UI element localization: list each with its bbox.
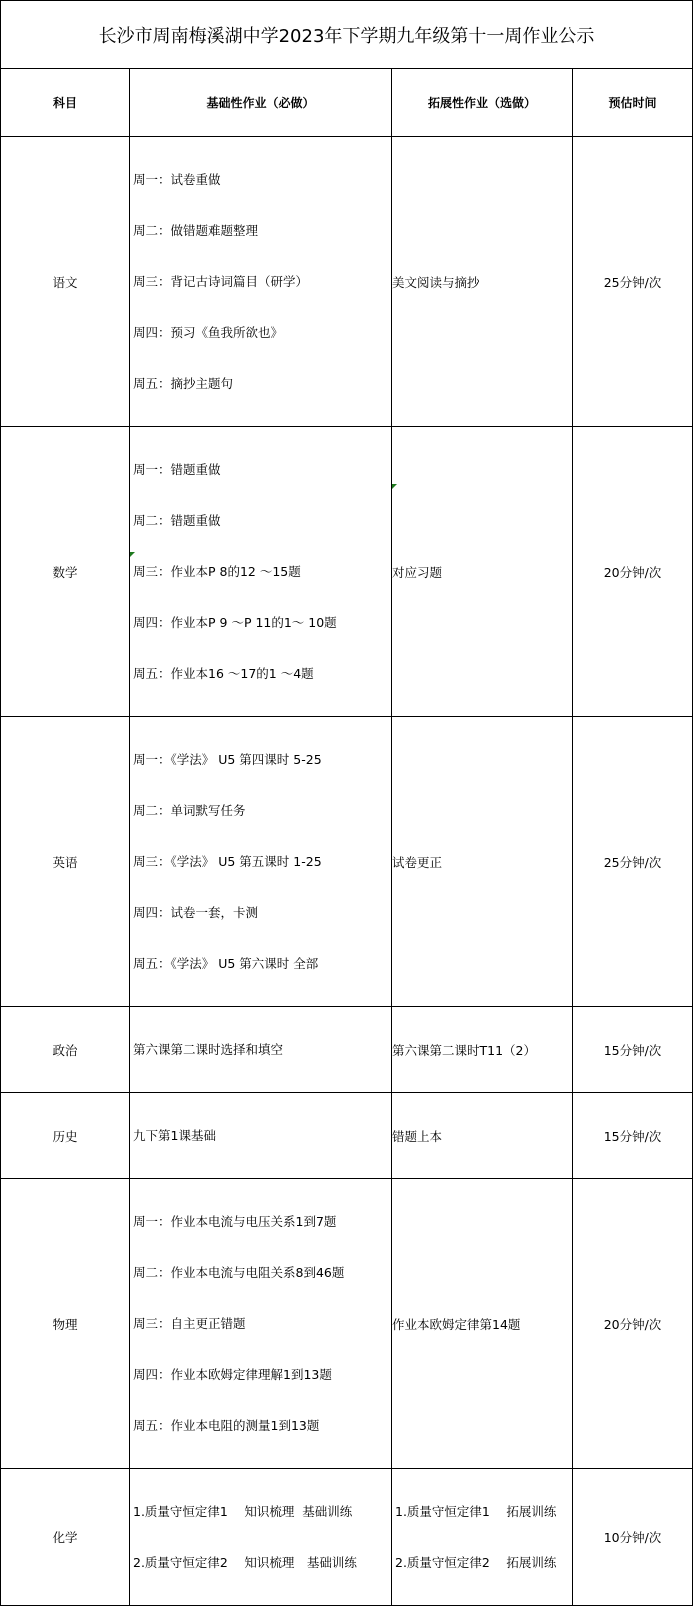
subject-cell: 历史 xyxy=(1,1093,130,1179)
cell-marker-icon xyxy=(130,552,135,557)
basic-line: 周五：作业本电阻的测量1到13题 xyxy=(133,1418,320,1433)
sheet-title: 长沙市周南梅溪湖中学2023年下学期九年级第十一周作业公示 xyxy=(1,1,693,69)
subject-cell: 政治 xyxy=(1,1007,130,1093)
subject-cell: 英语 xyxy=(1,717,130,1007)
basic-line: 周一：作业本电流与电压关系1到7题 xyxy=(133,1214,337,1229)
basic-line: 九下第1课基础 xyxy=(133,1128,216,1143)
basic-cell xyxy=(130,1093,392,1179)
basic-line: 周二：单词默写任务 xyxy=(133,803,246,818)
header-subject: 科目 xyxy=(1,69,130,137)
subject-cell: 语文 xyxy=(1,137,130,427)
basic-line: 周二：错题重做 xyxy=(133,513,221,528)
extended-cell xyxy=(392,1469,573,1606)
basic-line: 周二：作业本电流与电阻关系8到46题 xyxy=(133,1265,345,1280)
basic-line: 周一：试卷重做 xyxy=(133,172,221,187)
basic-line: 周一：错题重做 xyxy=(133,462,221,477)
extended-cell: 第六课第二课时T11（2） xyxy=(392,1007,573,1093)
extended-cell: 错题上本 xyxy=(392,1093,573,1179)
time-cell: 25分钟/次 xyxy=(573,137,693,427)
table-row xyxy=(1,427,693,717)
basic-line: 周二：做错题难题整理 xyxy=(133,223,259,238)
table-row xyxy=(1,1179,693,1469)
basic-line: 周五：《学法》 U5 第六课时 全部 xyxy=(133,956,319,971)
header-basic: 基础性作业（必做） xyxy=(130,69,392,137)
time-cell: 20分钟/次 xyxy=(573,1179,693,1469)
basic-line: 周三：《学法》 U5 第五课时 1-25 xyxy=(133,854,322,869)
basic-cell xyxy=(130,1007,392,1093)
basic-line: 周三：自主更正错题 xyxy=(133,1316,246,1331)
table-row xyxy=(1,1093,693,1179)
basic-cell xyxy=(130,137,392,427)
basic-cell xyxy=(130,717,392,1007)
table-row xyxy=(1,137,693,427)
basic-line: 周一：《学法》 U5 第四课时 5-25 xyxy=(133,752,322,767)
header-extended: 拓展性作业（选做） xyxy=(392,69,573,137)
basic-line: 1.质量守恒定律1 知识梳理 基础训练 xyxy=(133,1504,353,1519)
basic-line: 周四：预习《鱼我所欲也》 xyxy=(133,325,284,340)
basic-line: 周五：摘抄主题句 xyxy=(133,376,234,391)
extended-cell: 对应习题 xyxy=(392,427,573,717)
header-time: 预估时间 xyxy=(573,69,693,137)
subject-cell: 物理 xyxy=(1,1179,130,1469)
extended-line: 1.质量守恒定律1 拓展训练 xyxy=(395,1504,557,1519)
extended-line: 2.质量守恒定律2 拓展训练 xyxy=(395,1555,557,1570)
table-row xyxy=(1,1469,693,1606)
time-cell: 10分钟/次 xyxy=(573,1469,693,1606)
basic-cell xyxy=(130,1179,392,1469)
subject-cell: 数学 xyxy=(1,427,130,717)
table-row xyxy=(1,1007,693,1093)
basic-line: 周四：试卷一套，卡测 xyxy=(133,905,259,920)
time-cell: 15分钟/次 xyxy=(573,1093,693,1179)
basic-line: 周四：作业本P 9 ～P 11的1～ 10题 xyxy=(133,615,337,630)
basic-line: 周三：背记古诗词篇目（研学） xyxy=(133,274,309,289)
time-cell: 20分钟/次 xyxy=(573,427,693,717)
basic-cell xyxy=(130,427,392,717)
basic-line: 2.质量守恒定律2 知识梳理 基础训练 xyxy=(133,1555,357,1570)
basic-line: 第六课第二课时选择和填空 xyxy=(133,1042,284,1057)
extended-cell: 美文阅读与摘抄 xyxy=(392,137,573,427)
basic-cell xyxy=(130,1469,392,1606)
basic-line: 周四：作业本欧姆定律理解1到13题 xyxy=(133,1367,332,1382)
subject-cell: 化学 xyxy=(1,1469,130,1606)
header-row xyxy=(1,69,693,137)
extended-cell: 作业本欧姆定律第14题 xyxy=(392,1179,573,1469)
time-cell: 25分钟/次 xyxy=(573,717,693,1007)
basic-line: 周五：作业本16 ～17的1 ～4题 xyxy=(133,666,314,681)
basic-line: 周三：作业本P 8的12 ～15题 xyxy=(133,564,301,579)
table-row xyxy=(1,717,693,1007)
time-cell: 15分钟/次 xyxy=(573,1007,693,1093)
extended-cell: 试卷更正 xyxy=(392,717,573,1007)
cell-marker-icon xyxy=(392,484,397,489)
